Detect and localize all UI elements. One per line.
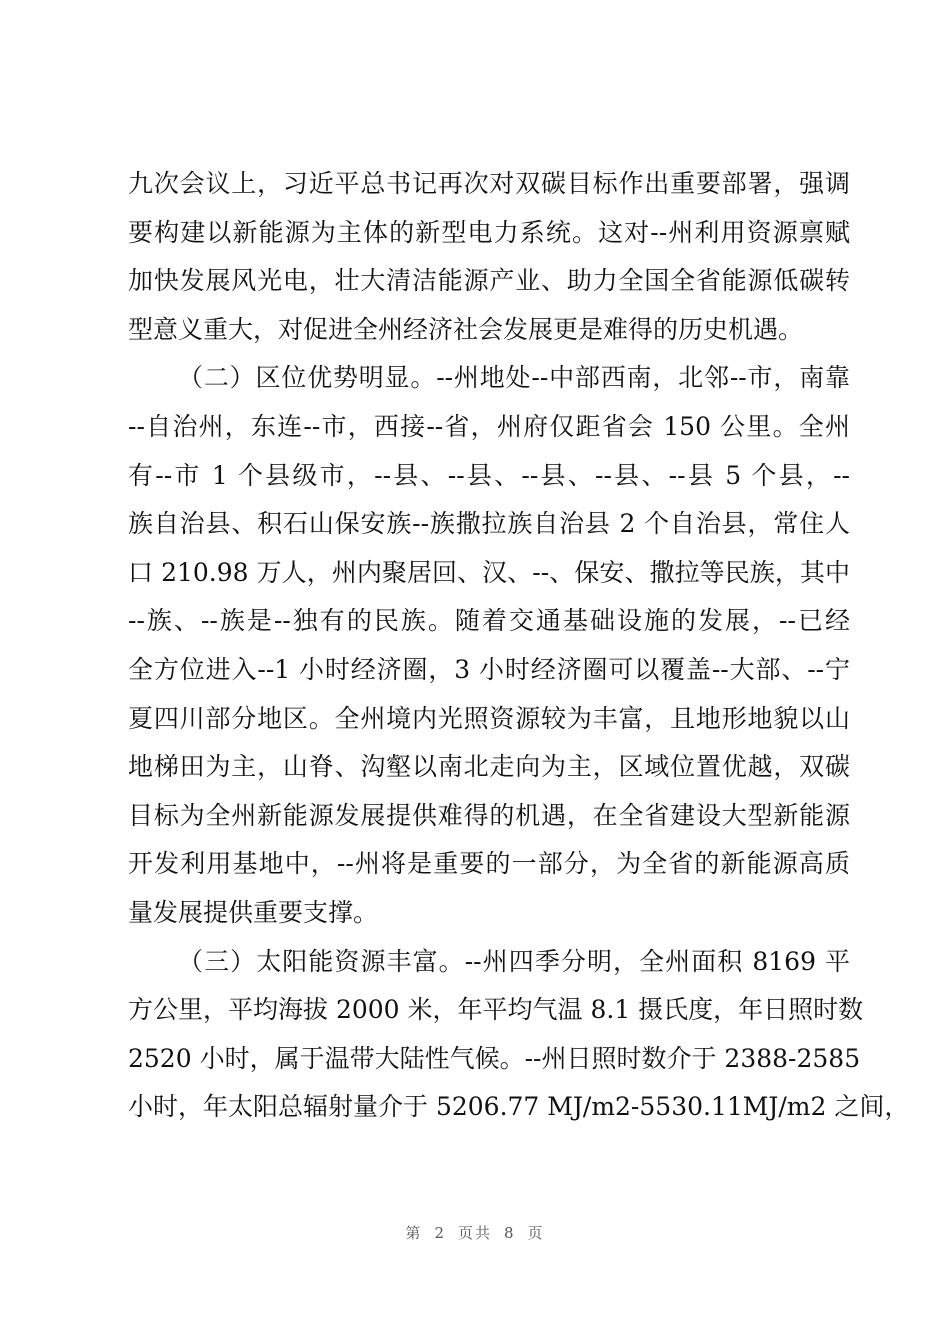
text-line: 目标为全州新能源发展提供难得的机遇，在全省建设大型新能源 (128, 800, 850, 830)
text-line: 要构建以新能源为主体的新型电力系统。这对--州利用资源禀赋 (128, 217, 850, 247)
paragraph-first-line: （二）区位优势明显。--州地处--中部西南，北邻--市，南靠 (178, 363, 850, 393)
document-body (128, 160, 910, 1132)
footer-middle: 页共 (457, 1224, 492, 1242)
text-line: 有--市 1 个县级市，--县、--县、--县、--县、--县 5 个县，-- (128, 460, 850, 490)
text-line: 方公里，平均海拔 2000 米，年平均气温 8.1 摄氏度，年日照时数 (128, 995, 864, 1025)
total-page-number: 8 (504, 1224, 516, 1242)
current-page-number: 2 (434, 1224, 446, 1242)
text-line: 2520 小时，属于温带大陆性气候。--州日照时数介于 2388-2585 (128, 1043, 861, 1073)
text-line: 小时，年太阳总辐射量介于 5206.77 MJ/m2-5530.11MJ/m2 之间， (128, 1092, 910, 1122)
page-footer (0, 1222, 950, 1243)
text-line: 型意义重大，对促进全州经济社会发展更是难得的历史机遇。 (128, 314, 804, 344)
paragraph-first-line: （三）太阳能资源丰富。--州四季分明，全州面积 8169 平 (178, 946, 850, 976)
text-line: 加快发展风光电，壮大清洁能源产业、助力全国全省能源低碳转 (128, 266, 850, 296)
text-line: 地梯田为主，山脊、沟壑以南北走向为主，区域位置优越，双碳 (128, 752, 850, 782)
text-line: 夏四川部分地区。全州境内光照资源较为丰富，且地形地貌以山 (128, 703, 850, 733)
footer-prefix: 第 (405, 1224, 423, 1242)
text-line: 开发利用基地中，--州将是重要的一部分，为全省的新能源高质 (128, 849, 850, 879)
text-line: 九次会议上，习近平总书记再次对双碳目标作出重要部署，强调 (128, 169, 850, 198)
text-line: 口 210.98 万人，州内聚居回、汉、--、保安、撒拉等民族，其中 (128, 557, 850, 587)
text-line: 族自治县、积石山保安族--族撒拉族自治县 2 个自治县，常住人 (128, 509, 850, 539)
text-line: --族、--族是--独有的民族。随着交通基础设施的发展，--已经 (128, 606, 850, 636)
text-line: 量发展提供重要支撑。 (128, 897, 379, 927)
text-line: --自治州，东连--市，西接--省，州府仅距省会 150 公里。全州 (128, 411, 850, 441)
footer-suffix: 页 (527, 1224, 545, 1242)
text-line: 全方位进入--1 小时经济圈，3 小时经济圈可以覆盖--大部、--宁 (128, 654, 850, 684)
